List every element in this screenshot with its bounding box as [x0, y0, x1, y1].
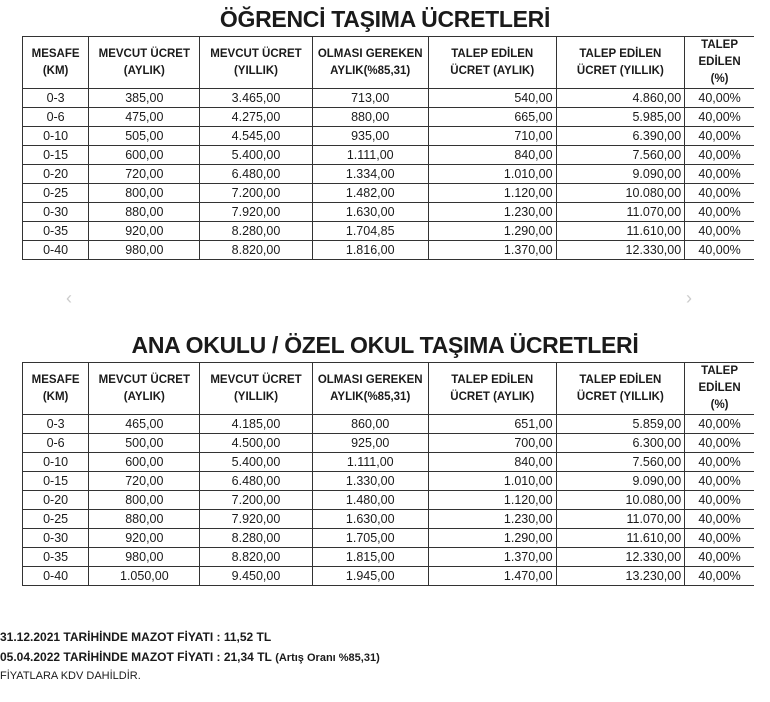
- table-cell: 1.370,00: [428, 548, 556, 567]
- table-cell: 7.560,00: [556, 453, 685, 472]
- table-cell: 0-40: [23, 241, 89, 260]
- table-cell: 40,00%: [685, 203, 754, 222]
- table-cell: 925,00: [312, 434, 428, 453]
- column-header: TALEP EDİLEN ÜCRET (AYLIK): [428, 37, 556, 89]
- table-cell: 1.050,00: [89, 567, 200, 586]
- table-cell: 11.610,00: [556, 222, 685, 241]
- table-cell: 600,00: [89, 146, 200, 165]
- table-cell: 9.450,00: [200, 567, 312, 586]
- table-cell: 8.820,00: [200, 548, 312, 567]
- table-cell: 800,00: [89, 184, 200, 203]
- table-cell: 40,00%: [685, 108, 754, 127]
- table-row: [23, 184, 755, 203]
- table-row: [23, 165, 755, 184]
- table-cell: 4.185,00: [200, 415, 312, 434]
- table-cell: 7.200,00: [200, 491, 312, 510]
- table2-title: ANA OKULU / ÖZEL OKUL TAŞIMA ÜCRETLERİ: [131, 332, 639, 358]
- table-cell: 0-15: [23, 146, 89, 165]
- table-cell: 1.230,00: [428, 510, 556, 529]
- table-cell: 1.010,00: [428, 472, 556, 491]
- table-cell: 465,00: [89, 415, 200, 434]
- header-row: [23, 363, 755, 415]
- column-header: MEVCUT ÜCRET (YILLIK): [200, 37, 312, 89]
- table-cell: 40,00%: [685, 146, 754, 165]
- student-fee-table: [22, 36, 754, 260]
- table-cell: 840,00: [428, 146, 556, 165]
- table-cell: 880,00: [89, 510, 200, 529]
- table-cell: 1.482,00: [312, 184, 428, 203]
- table-row: [23, 453, 755, 472]
- table-cell: 5.859,00: [556, 415, 685, 434]
- table-row: [23, 548, 755, 567]
- table-cell: 6.480,00: [200, 165, 312, 184]
- table-cell: 13.230,00: [556, 567, 685, 586]
- table-cell: 1.480,00: [312, 491, 428, 510]
- table-cell: 40,00%: [685, 491, 754, 510]
- table-cell: 4.545,00: [200, 127, 312, 146]
- table-cell: 880,00: [89, 203, 200, 222]
- table-cell: 840,00: [428, 453, 556, 472]
- table-cell: 3.465,00: [200, 89, 312, 108]
- table-cell: 6.390,00: [556, 127, 685, 146]
- table-cell: 0-15: [23, 472, 89, 491]
- table-cell: 1.816,00: [312, 241, 428, 260]
- table-row: [23, 127, 755, 146]
- table-cell: 720,00: [89, 472, 200, 491]
- table-cell: 40,00%: [685, 222, 754, 241]
- table-cell: 5.985,00: [556, 108, 685, 127]
- column-header: TALEP EDİLEN (%): [685, 363, 754, 415]
- table-row: [23, 415, 755, 434]
- table-cell: 40,00%: [685, 529, 754, 548]
- table-cell: 40,00%: [685, 165, 754, 184]
- table-cell: 7.560,00: [556, 146, 685, 165]
- table-cell: 10.080,00: [556, 491, 685, 510]
- column-header: MEVCUT ÜCRET (AYLIK): [89, 37, 200, 89]
- table-cell: 1.120,00: [428, 184, 556, 203]
- table-cell: 0-35: [23, 222, 89, 241]
- table-cell: 710,00: [428, 127, 556, 146]
- table-cell: 1.370,00: [428, 241, 556, 260]
- table-cell: 0-30: [23, 203, 89, 222]
- table-cell: 40,00%: [685, 548, 754, 567]
- table-cell: 8.820,00: [200, 241, 312, 260]
- footer-line-1: 31.12.2021 TARİHİNDE MAZOT FİYATI : 11,52 TL: [0, 630, 272, 644]
- footer-line-3: FİYATLARA KDV DAHİLDİR.: [0, 670, 141, 682]
- table-cell: 40,00%: [685, 453, 754, 472]
- table-cell: 0-40: [23, 567, 89, 586]
- table-cell: 40,00%: [685, 472, 754, 491]
- table-row: [23, 203, 755, 222]
- header-row: [23, 37, 755, 89]
- table-cell: 10.080,00: [556, 184, 685, 203]
- table-cell: 1.120,00: [428, 491, 556, 510]
- table1-title: ÖĞRENCİ TAŞIMA ÜCRETLERİ: [219, 6, 551, 32]
- table-cell: 5.400,00: [200, 453, 312, 472]
- footer-line-2-main: 05.04.2022 TARİHİNDE MAZOT FİYATI : 21,34 TL: [0, 650, 272, 664]
- table-cell: 40,00%: [685, 434, 754, 453]
- table-row: [23, 529, 755, 548]
- table-row: [23, 108, 755, 127]
- table-cell: 4.275,00: [200, 108, 312, 127]
- table-cell: 0-20: [23, 165, 89, 184]
- table-cell: 665,00: [428, 108, 556, 127]
- table-cell: 600,00: [89, 453, 200, 472]
- table-cell: 800,00: [89, 491, 200, 510]
- table-cell: 0-20: [23, 491, 89, 510]
- table-cell: 40,00%: [685, 184, 754, 203]
- table-cell: 11.070,00: [556, 510, 685, 529]
- table-cell: 540,00: [428, 89, 556, 108]
- table-cell: 40,00%: [685, 241, 754, 260]
- table-row: [23, 222, 755, 241]
- table-row: [23, 241, 755, 260]
- chevron-left-icon[interactable]: ‹: [66, 288, 72, 308]
- table-row: [23, 567, 755, 586]
- table-cell: 0-25: [23, 184, 89, 203]
- table-cell: 7.920,00: [200, 203, 312, 222]
- table-cell: 713,00: [312, 89, 428, 108]
- table-cell: 0-6: [23, 108, 89, 127]
- table-cell: 6.300,00: [556, 434, 685, 453]
- footer-line-2-note: (Artış Oranı %85,31): [275, 652, 380, 664]
- table-row: [23, 89, 755, 108]
- table-cell: 1.815,00: [312, 548, 428, 567]
- table-cell: 4.860,00: [556, 89, 685, 108]
- table-cell: 9.090,00: [556, 165, 685, 184]
- footer-line-2: [0, 650, 380, 664]
- table-cell: 920,00: [89, 529, 200, 548]
- table-cell: 1.470,00: [428, 567, 556, 586]
- table-cell: 12.330,00: [556, 241, 685, 260]
- table-cell: 720,00: [89, 165, 200, 184]
- table-row: [23, 491, 755, 510]
- table-cell: 0-30: [23, 529, 89, 548]
- table-cell: 475,00: [89, 108, 200, 127]
- table-cell: 700,00: [428, 434, 556, 453]
- table-cell: 40,00%: [685, 567, 754, 586]
- column-header: TALEP EDİLEN ÜCRET (YILLIK): [556, 363, 685, 415]
- table-cell: 40,00%: [685, 510, 754, 529]
- table-cell: 651,00: [428, 415, 556, 434]
- table-row: [23, 434, 755, 453]
- column-header: OLMASI GEREKEN AYLIK(%85,31): [312, 37, 428, 89]
- table-cell: 1.290,00: [428, 222, 556, 241]
- table-cell: 40,00%: [685, 127, 754, 146]
- chevron-right-icon[interactable]: ›: [686, 288, 692, 308]
- table-cell: 1.010,00: [428, 165, 556, 184]
- table-cell: 860,00: [312, 415, 428, 434]
- table-cell: 505,00: [89, 127, 200, 146]
- table-cell: 980,00: [89, 241, 200, 260]
- table-cell: 11.070,00: [556, 203, 685, 222]
- column-header: TALEP EDİLEN (%): [685, 37, 754, 89]
- table-cell: 12.330,00: [556, 548, 685, 567]
- table-cell: 1.111,00: [312, 453, 428, 472]
- table-cell: 1.111,00: [312, 146, 428, 165]
- table-cell: 11.610,00: [556, 529, 685, 548]
- table-cell: 40,00%: [685, 415, 754, 434]
- table-cell: 0-10: [23, 127, 89, 146]
- table-cell: 1.630,00: [312, 510, 428, 529]
- table-cell: 1.945,00: [312, 567, 428, 586]
- table-cell: 8.280,00: [200, 222, 312, 241]
- table-cell: 1.704,85: [312, 222, 428, 241]
- table-cell: 40,00%: [685, 89, 754, 108]
- table-cell: 0-3: [23, 89, 89, 108]
- table-cell: 935,00: [312, 127, 428, 146]
- table-cell: 7.920,00: [200, 510, 312, 529]
- preschool-fee-table: [22, 362, 754, 586]
- table-cell: 980,00: [89, 548, 200, 567]
- column-header: MEVCUT ÜCRET (AYLIK): [89, 363, 200, 415]
- table-cell: 1.334,00: [312, 165, 428, 184]
- column-header: TALEP EDİLEN ÜCRET (AYLIK): [428, 363, 556, 415]
- table-row: [23, 472, 755, 491]
- column-header: MEVCUT ÜCRET (YILLIK): [200, 363, 312, 415]
- table-cell: 1.230,00: [428, 203, 556, 222]
- table-cell: 8.280,00: [200, 529, 312, 548]
- table-cell: 1.330,00: [312, 472, 428, 491]
- table-cell: 500,00: [89, 434, 200, 453]
- table-cell: 1.705,00: [312, 529, 428, 548]
- table-row: [23, 146, 755, 165]
- table-cell: 1.630,00: [312, 203, 428, 222]
- table-cell: 0-25: [23, 510, 89, 529]
- column-header: MESAFE (KM): [23, 363, 89, 415]
- table-cell: 1.290,00: [428, 529, 556, 548]
- table-row: [23, 510, 755, 529]
- table-cell: 9.090,00: [556, 472, 685, 491]
- table-cell: 4.500,00: [200, 434, 312, 453]
- table-cell: 880,00: [312, 108, 428, 127]
- column-header: MESAFE (KM): [23, 37, 89, 89]
- table-cell: 6.480,00: [200, 472, 312, 491]
- table-cell: 0-6: [23, 434, 89, 453]
- table-cell: 0-10: [23, 453, 89, 472]
- table-cell: 920,00: [89, 222, 200, 241]
- table-cell: 0-35: [23, 548, 89, 567]
- table-cell: 0-3: [23, 415, 89, 434]
- table-cell: 5.400,00: [200, 146, 312, 165]
- table-cell: 385,00: [89, 89, 200, 108]
- table-cell: 7.200,00: [200, 184, 312, 203]
- column-header: OLMASI GEREKEN AYLIK(%85,31): [312, 363, 428, 415]
- column-header: TALEP EDİLEN ÜCRET (YILLIK): [556, 37, 685, 89]
